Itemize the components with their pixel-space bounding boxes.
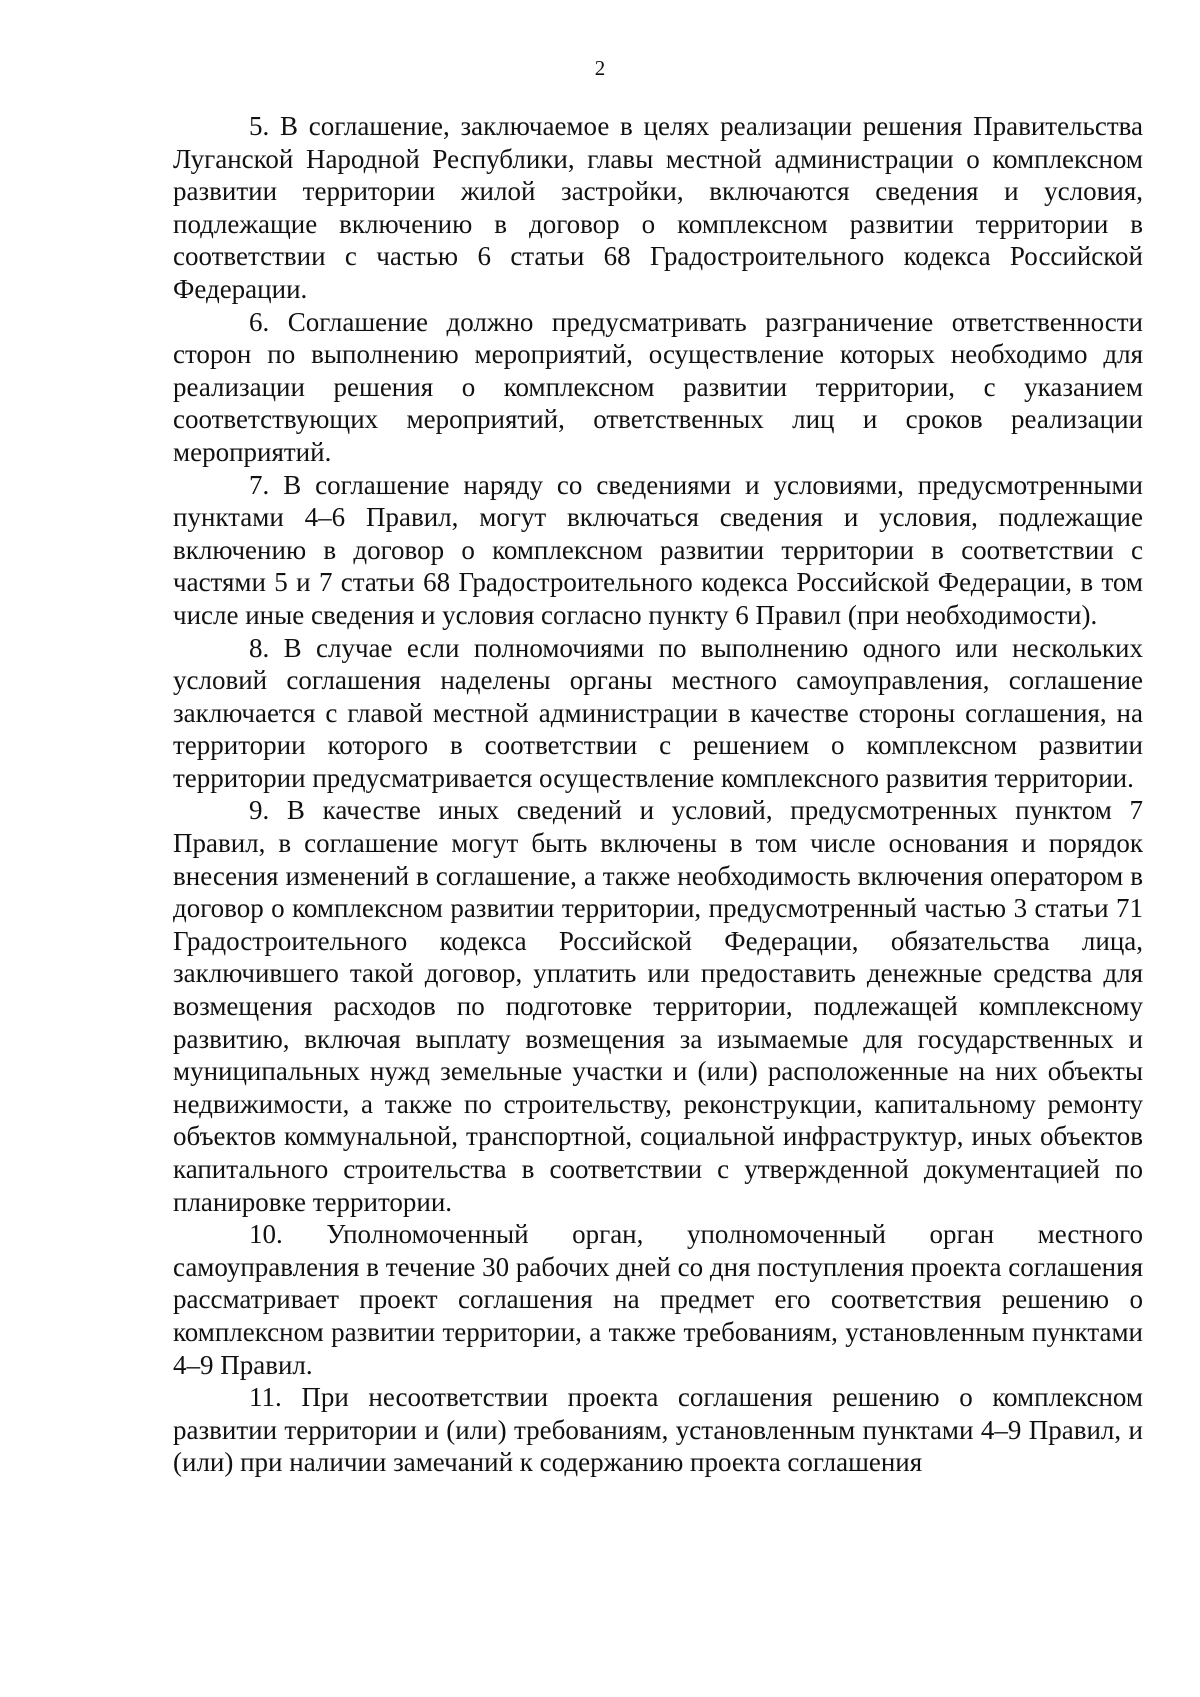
page-number: 2 — [594, 56, 606, 80]
paragraph-6: 6. Соглашение должно предусматривать разграничение ответственности сторон по выполнению мероприятий, осуществление которых необходимо для реализации решения о комплексном развитии территории, с указанием соответствующих мероприятий, ответственных лиц и сроков реализации мероприятий. — [173, 306, 1143, 467]
paragraph-10: 10. Уполномоченный орган, уполномоченный орган местного самоуправления в течение 30 рабочих дней со дня поступления проекта соглашения рассматривает проект соглашения на предмет его соответствия решению о комплексном развитии территории, а также требованиям, установленным пунктами 4–9 Правил. — [173, 1219, 1143, 1380]
paragraph-8: 8. В случае если полномочиями по выполнению одного или нескольких условий соглашения наделены органы местного самоуправления, соглашение заключается с главой местной администрации в качестве стороны соглашения, на территории которого в соответствии с решением о комплексном развитии территории предусматривается осуществление комплексного развития территории. — [173, 632, 1143, 793]
paragraph-11: 11. При несоответствии проекта соглашения решению о комплексном развитии территории и (или) требованиям, установленным пунктами 4–9 Правил, и (или) при наличии замечаний к содержанию проекта соглашения — [173, 1382, 1143, 1478]
paragraph-9: 9. В качестве иных сведений и условий, предусмотренных пунктом 7 Правил, в соглашение могут быть включены в том числе основания и порядок внесения изменений в соглашение, а также необходимость включения оператором в договор о комплексном развитии территории, предусмотренный частью 3 статьи 71 Градостроительного кодекса Российской Федерации, обязательства лица, заключившего такой договор, уплатить или предоставить денежные средства для возмещения расходов по подготовке территории, подлежащей комплексному развитию, включая выплату возмещения за изымаемые для государственных и муниципальных нужд земельные участки и (или) расположенные на них объекты недвижимости, а также по строительству, реконструкции, капитальному ремонту объектов коммунальной, транспортной, социальной инфраструктур, иных объектов капитального строительства в соответствии с утвержденной документацией по планировке территории. — [173, 795, 1143, 1217]
paragraph-5: 5. В соглашение, заключаемое в целях реализации решения Правительства Луганской Народной Республики, главы местной администрации о комплексном развитии территории жилой застройки, включаются сведения и условия, подлежащие включению в договор о комплексном развитии территории в соответствии с частью 6 статьи 68 Градостроительного кодекса Российской Федерации. — [173, 111, 1143, 304]
document-body — [173, 110, 1143, 1479]
paragraph-7: 7. В соглашение наряду со сведениями и условиями, предусмотренными пунктами 4–6 Правил, могут включаться сведения и условия, подлежащие включению в договор о комплексном развитии территории в соответствии с частями 5 и 7 статьи 68 Градостроительного кодекса Российской Федерации, в том числе иные сведения и условия согласно пункту 6 Правил (при необходимости). — [173, 469, 1143, 630]
